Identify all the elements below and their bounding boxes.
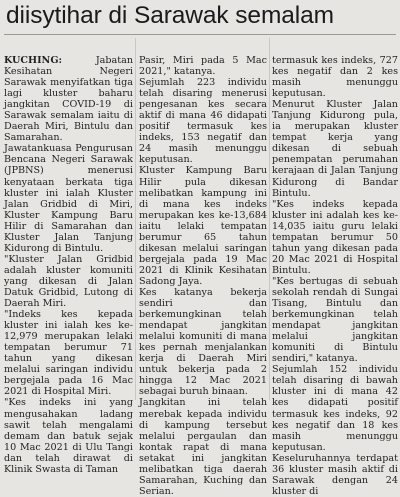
paragraph: Jangkitan ini telah merebak kepada individu di kampung tersebut melalui pergaulan dan kontak rapat di mana setakat ini jangkitan melibatkan tiga daerah Samarahan, Kuching dan Serian. <box>139 397 267 497</box>
paragraph: Menurut Kluster Jalan Tanjung Kidurong pula, ia merupakan kluster tempat kerja yang dikesan di sebuah penempatan perumahan kerajaan di Jalan Tanjung Kidurong di Bandar Bintulu. <box>272 99 398 199</box>
paragraph: Jawatankuasa Pengurusan Bencana Negeri Sarawak (JPBNS) menerusi kenyataan berkata tiga kluster ini ialah Kluster Jalan Gridbid di Miri, Kluster Kampung Baru Hilir di Samarahan dan Kluster Jalan Tanjung Kidurong di Bintulu. <box>4 143 133 254</box>
paragraph: "Indeks kes kepada kluster ini ialah kes ke-12,979 merupakan lelaki tempatan berumur 71 tahun yang dikesan melalui saringan individu bergejala pada 16 Mac 2021 di Hospital Miri. <box>4 309 133 398</box>
paragraph: Kluster Kampung Baru Hilir pula dikesan melibatkan kampung ini di mana kes indeks merupakan kes ke-13,684 iaitu lelaki tempatan berumur 65 tahun dikesan melalui saringan bergejala pada 19 Mac 2021 di Klinik Kesihatan Sadong Jaya. <box>139 165 267 287</box>
lead-paragraph <box>4 55 133 143</box>
column-divider <box>269 38 270 400</box>
article-column-1 <box>4 55 133 475</box>
column-divider <box>135 38 136 400</box>
paragraph: Sejumlah 223 individu telah disaring menerusi pengesanan kes secara aktif di mana 46 didapati positif termasuk kes indeks, 153 negatif dan 24 masih menunggu keputusan. <box>139 77 267 166</box>
paragraph: "Kluster Jalan Gridbid adalah kluster komuniti yang dikesan di Jalan Datuk Gridbid, Lutong di Daerah Miri. <box>4 253 133 310</box>
dateline: KUCHING: <box>4 55 63 66</box>
paragraph: "Kes indeks ini yang mengusahakan ladang sawit telah mengalami demam dan batuk sejak 10 Mac 2021 di Ulu Tangi dan telah dirawat di Klinik Swasta di Taman <box>4 397 133 475</box>
paragraph-text: Jabatan Kesihatan Negeri Sarawak menyifatkan tiga lagi kluster baharu jangkitan COVID-19 di Sarawak semalam iaitu di Daerah Miri, Bintulu dan Samarahan. <box>4 55 133 144</box>
headline: diisytihar di Sarawak semalam <box>6 2 334 29</box>
paragraph: Kes katanya bekerja sendiri dan berkemungkinan telah mendapat jangkitan melalui komuniti di mana kes pernah menjalankan kerja di Daerah Miri untuk bekerja pada 2 hingga 12 Mac 2021 sebagai buruh binaan. <box>139 286 267 398</box>
paragraph: termasuk kes indeks, 727 kes negatif dan 2 kes masih menunggu keputusan. <box>272 55 398 100</box>
paragraph: Pasir, Miri pada 5 Mac 2021," katanya. <box>139 55 267 78</box>
paragraph: Sejumlah 152 individu telah disaring di bawah kluster ini di mana 42 kes didapati positif termasuk kes indeks, 92 kes negatif dan 18 kes masih menunggu keputusan. <box>272 364 398 453</box>
paragraph: "Kes indeks kepada kluster ini adalah kes ke-14,035 iaitu guru lelaki tempatan berumur 50 tahun yang dikesan pada 20 Mac 2021 di Hospital Bintulu. <box>272 198 398 276</box>
paragraph: Keseluruhannya terdapat 36 kluster masih aktif di Sarawak dengan 24 kluster di <box>272 452 398 497</box>
paragraph: "Kes bertugas di sebuah sekolah rendah di Sungai Tisang, Bintulu dan berkemungkinan telah mendapat jangkitan melalui jangkitan komuniti di Bintulu sendiri," katanya. <box>272 275 398 365</box>
article-column-3 <box>272 55 398 497</box>
article-column-2 <box>139 55 267 497</box>
headline-rule <box>4 34 396 35</box>
